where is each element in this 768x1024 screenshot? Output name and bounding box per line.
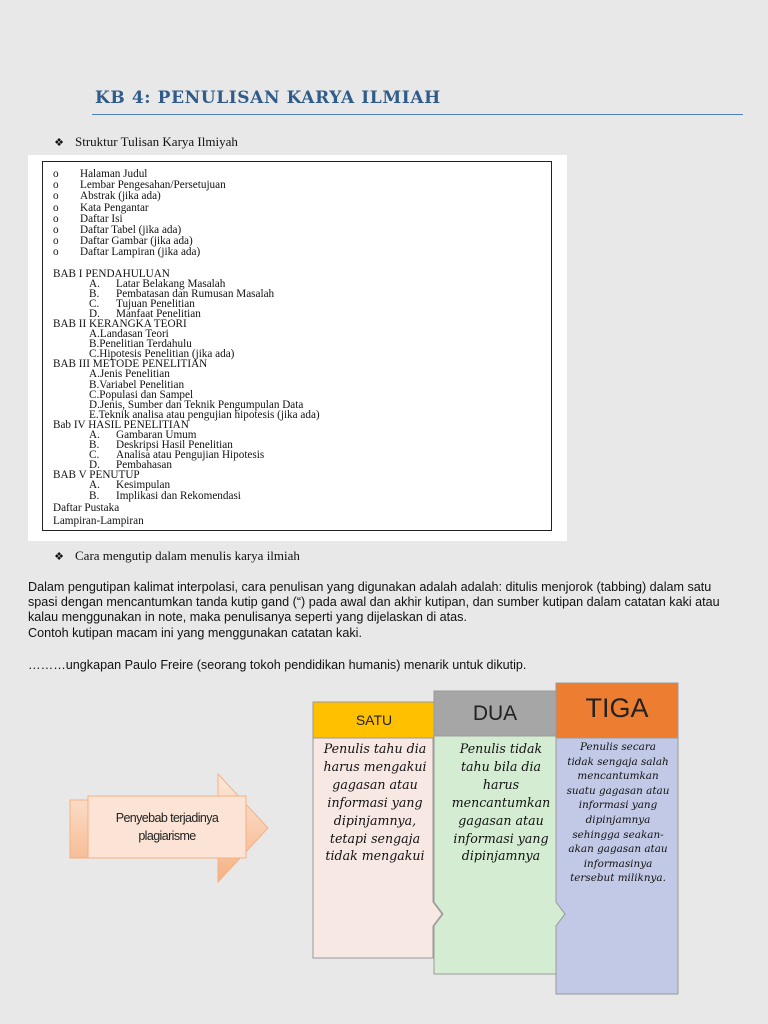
front-matter-label: Abstrak (jika ada): [80, 190, 161, 203]
structure-outline-box: [42, 161, 552, 531]
outline-subitem-letter: B.: [89, 439, 100, 452]
front-matter-label: Halaman Judul: [80, 168, 148, 180]
title-underline: [92, 114, 743, 115]
outline-subitem-label: Manfaat Penelitian: [116, 307, 201, 320]
outline-subitem: B.Variabel Penelitian: [89, 378, 185, 391]
outline-subitem-letter: D.: [89, 307, 100, 320]
outline-subitem-label: Kesimpulan: [116, 479, 171, 492]
bab4-heading: Bab IV HASIL PENELITIAN: [53, 418, 189, 431]
circle-bullet-icon: o: [53, 212, 59, 225]
bullet-cara-mengutip: [53, 548, 300, 564]
front-matter-list: [53, 169, 551, 259]
outline-subitem-label: Tujuan Penelitian: [116, 297, 195, 310]
circle-bullet-icon: o: [53, 190, 59, 203]
front-matter-item: [53, 191, 551, 202]
outline-subitem-letter: C.: [89, 449, 100, 462]
bab2-list: [53, 329, 551, 359]
outline-subitem: [53, 491, 551, 501]
bab3-heading: BAB III METODE PENELITIAN: [53, 358, 208, 371]
column-satu-text: Penulis tahu dia harus mengakui gagasan atau informasi yang dipinjamnya, tetapi sengaja tidak mengakui: [323, 741, 427, 864]
diamond-bullet-icon: ❖: [54, 550, 64, 563]
front-matter-item: [53, 247, 551, 258]
daftar-pustaka: Daftar Pustaka: [53, 501, 120, 514]
outline-subitem-letter: B.: [89, 287, 100, 300]
outline-subitem-label: Implikasi dan Rekomendasi: [116, 489, 241, 502]
circle-bullet-icon: o: [53, 201, 59, 214]
cause-label: Penyebab terjadinya plagiarisme: [115, 811, 219, 843]
page-title: KB 4: PENULISAN KARYA ILMIAH: [95, 88, 441, 108]
circle-bullet-icon: o: [53, 223, 59, 236]
bab1-list: [53, 279, 551, 319]
outline-subitem: A.Jenis Penelitian: [89, 368, 170, 381]
front-matter-label: Kata Pengantar: [80, 201, 149, 214]
outline-subitem-letter: A.: [89, 277, 100, 290]
circle-bullet-icon: o: [53, 235, 59, 248]
outline-subitem-letter: A.: [89, 429, 100, 441]
outline-subitem-letter: B.: [89, 489, 100, 502]
bab2-heading: BAB II KERANGKA TEORI: [53, 317, 187, 330]
bullet-struktur-label: Struktur Tulisan Karya Ilmiyah: [75, 134, 238, 149]
front-matter-label: Daftar Tabel (jika ada): [80, 223, 182, 236]
outline-subitem-label: Analisa atau Pengujian Hipotesis: [116, 449, 265, 462]
outline-subitem: E.Teknik analisa atau pengujian hipotesis (jika ada): [89, 408, 320, 421]
outline-subitem: B.Penelitian Terdahulu: [89, 338, 192, 351]
front-matter-label: Daftar Isi: [80, 212, 123, 225]
lampiran: Lampiran-Lampiran: [53, 514, 144, 527]
outline-subitem: A.Landasan Teori: [89, 328, 169, 341]
outline-subitem-label: Deskripsi Hasil Penelitian: [116, 439, 233, 452]
quote-example-line: ………ungkapan Paulo Freire (seorang tokoh pendidikan humanis) menarik untuk dikutip.: [28, 658, 527, 672]
column-satu-title: SATU: [355, 712, 393, 728]
outline-subitem-label: Latar Belakang Masalah: [116, 277, 226, 290]
outline-subitem-letter: D.: [89, 459, 100, 472]
front-matter-label: Daftar Lampiran (jika ada): [80, 246, 201, 259]
outline-subitem-letter: C.: [89, 297, 100, 310]
bab5-list: [53, 480, 551, 500]
bullet-cara-label: Cara mengutip dalam menulis karya ilmiah: [75, 548, 300, 563]
outline-subitem-letter: A.: [89, 479, 100, 492]
front-matter-label: Daftar Gambar (jika ada): [80, 235, 193, 248]
bab4-list: [53, 430, 551, 470]
outline-subitem-label: Pembahasan: [116, 459, 172, 472]
bab3-list: [53, 369, 551, 419]
circle-bullet-icon: o: [53, 246, 59, 259]
circle-bullet-icon: o: [53, 168, 59, 180]
paragraph-example: Contoh kutipan macam ini yang menggunakan catatan kaki.: [28, 625, 362, 640]
circle-bullet-icon: o: [53, 179, 59, 192]
outline-subitem-label: Gambaran Umum: [116, 429, 197, 441]
bullet-struktur: [53, 134, 238, 150]
bab1-heading: BAB I PENDAHULUAN: [53, 267, 170, 280]
front-matter-item: [53, 203, 551, 214]
column-dua-title: DUA: [472, 701, 518, 725]
outline-subitem-label: Pembatasan dan Rumusan Masalah: [116, 287, 275, 300]
diamond-bullet-icon: ❖: [54, 136, 64, 149]
outline-subitem: D.Jenis, Sumber dan Teknik Pengumpulan Data: [89, 398, 304, 411]
body-paragraph: [28, 580, 740, 641]
column-tiga-text: Penulis secara tidak sengaja salah mencantumkan suatu gagasan atau informasi yang dipinjamnya sehingga seakan-akan gagasan atau informasinya tersebut miliknya.: [566, 741, 670, 885]
outline-subitem: C.Hipotesis Penelitian (jika ada): [89, 348, 235, 361]
column-dua-text: Penulis tidak tahu bila dia harus mencantumkan gagasan atau informasi yang dipinjamnya: [451, 741, 551, 864]
bab5-heading: BAB V PENUTUP: [53, 469, 140, 482]
structure-outline-image: [28, 155, 567, 541]
column-tiga-title: TIGA: [585, 692, 649, 723]
outline-subitem: C.Populasi dan Sampel: [89, 388, 194, 401]
front-matter-label: Lembar Pengesahan/Persetujuan: [80, 179, 226, 192]
paragraph-text: Dalam pengutipan kalimat interpolasi, cara penulisan yang digunakan adalah adalah: ditulis menjorok (tabbing) dalam satu spasi dengan mencantumkan tanda kutip gand (“) pada awal dan akhir kutipan, dan sumber kutipan dalam catatan kaki atau kalau menggunakan in note, maka penulisanya seperti yang dijelaskan di atas.: [28, 580, 720, 625]
